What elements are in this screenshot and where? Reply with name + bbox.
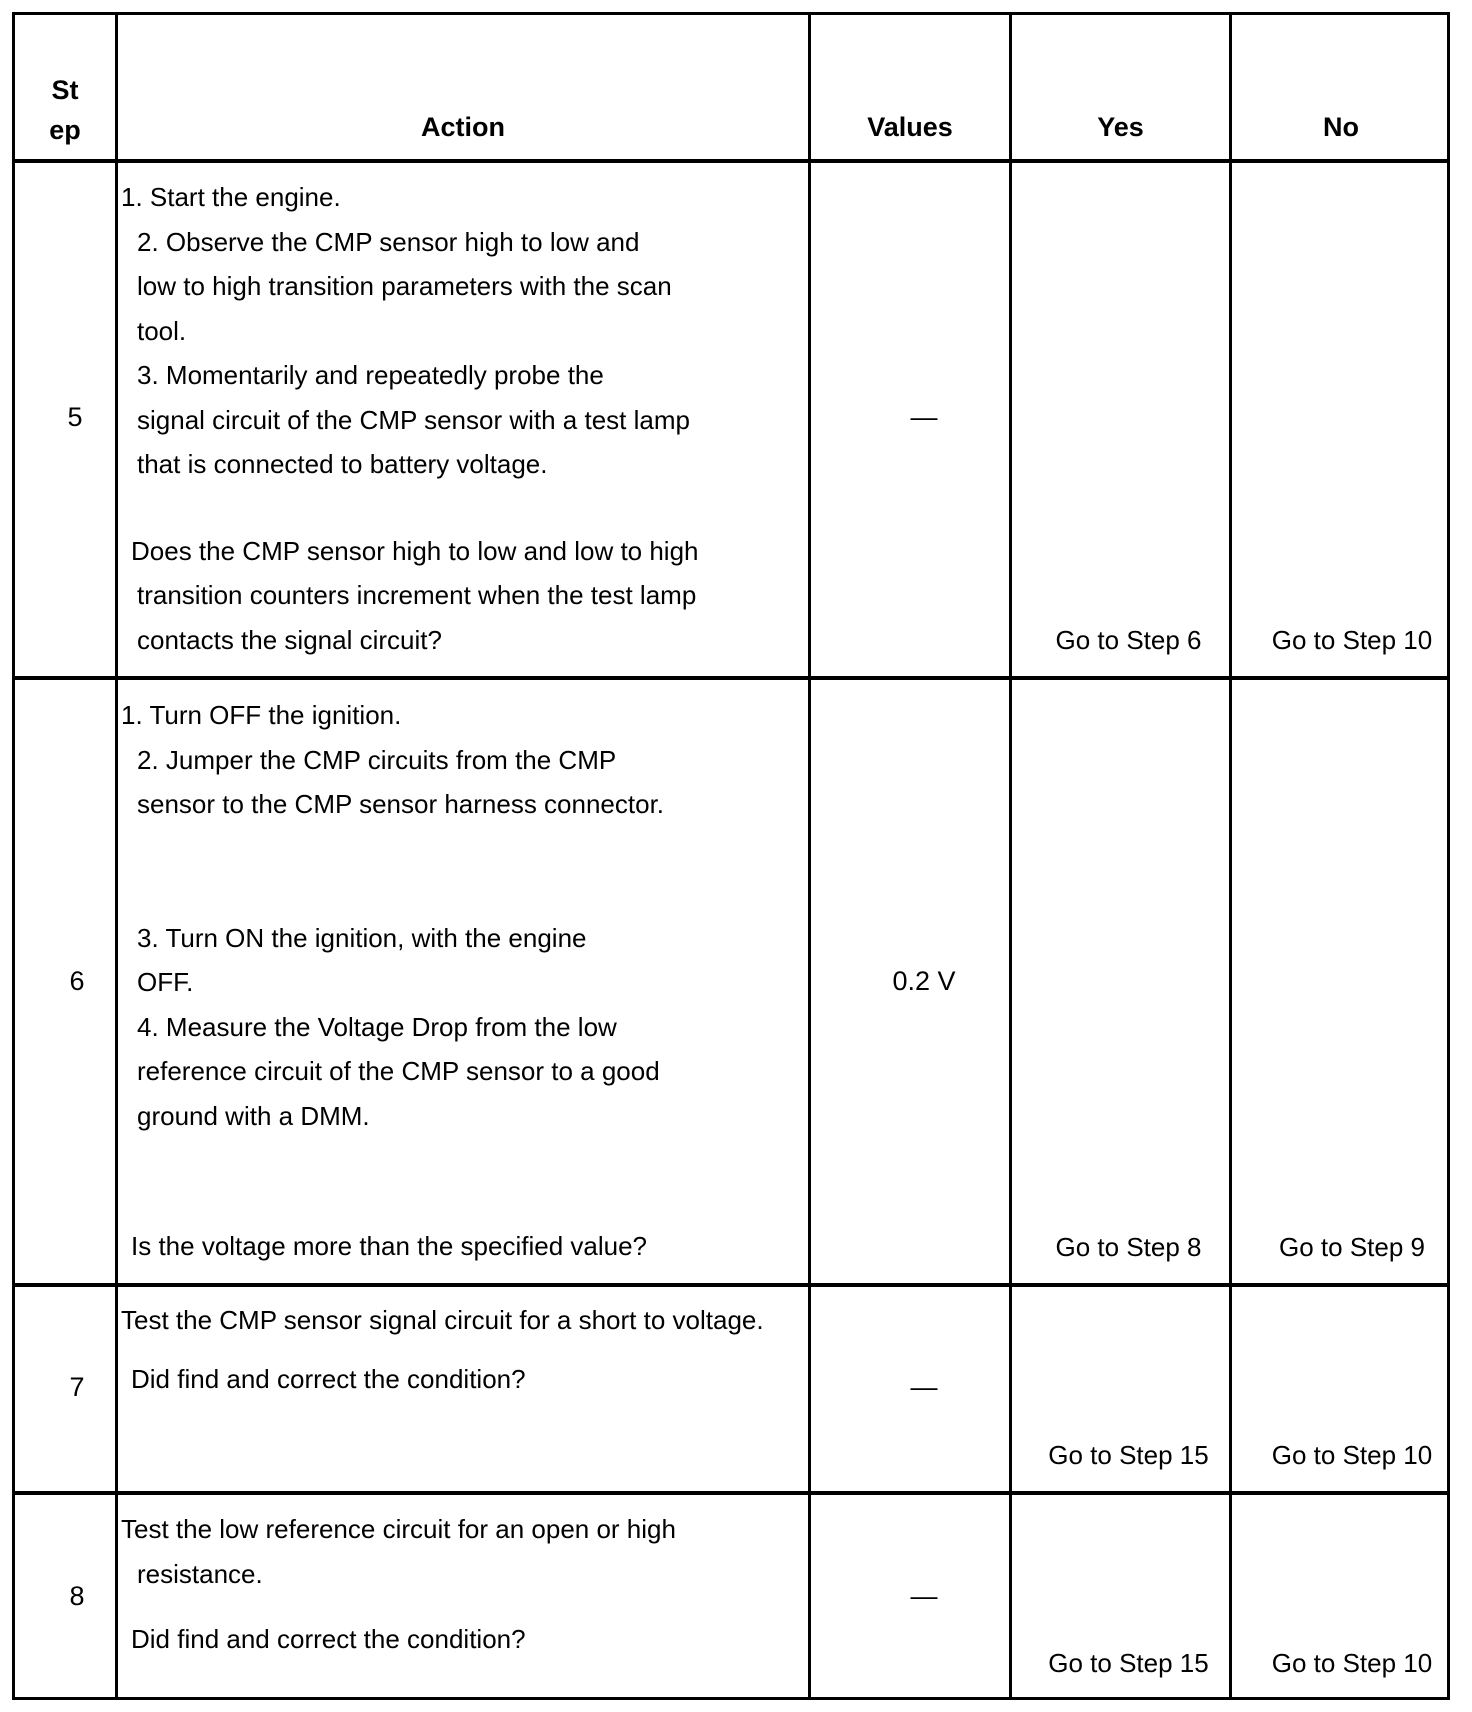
no-result: Go to Step 10 xyxy=(1271,625,1433,655)
action-line: 4. Measure the Voltage Drop from the low xyxy=(137,1011,617,1042)
diagnostic-table xyxy=(12,12,1450,1700)
yes-result: Go to Step 15 xyxy=(1048,1440,1209,1470)
action-line: Test the low reference circuit for an open or high xyxy=(121,1514,676,1544)
action-line: 2. Jumper the CMP circuits from the CMP xyxy=(137,744,617,775)
action-line: 3. Turn ON the ignition, with the engine xyxy=(137,922,587,953)
action-line: 1. Turn OFF the ignition. xyxy=(121,700,402,730)
action-line: contacts the signal circuit? xyxy=(137,624,442,655)
value-cell: 0.2 V xyxy=(892,966,956,996)
action-text xyxy=(121,1298,764,1401)
header-step xyxy=(15,70,115,150)
action-question: Is the voltage more than the specified value? xyxy=(131,1231,647,1261)
column-divider xyxy=(115,15,118,1697)
no-result: Go to Step 9 xyxy=(1279,1232,1425,1262)
header-yes: Yes xyxy=(1097,112,1144,142)
header-step-line2: ep xyxy=(49,115,81,145)
action-question: Did find and correct the condition? xyxy=(131,1363,526,1394)
step-number: 5 xyxy=(67,402,83,432)
action-line: transition counters increment when the test lamp xyxy=(137,580,697,610)
action-text xyxy=(121,1507,676,1662)
action-text xyxy=(121,693,664,1269)
no-result: Go to Step 10 xyxy=(1271,1440,1433,1470)
action-line: Test the CMP sensor signal circuit for a short to voltage. xyxy=(121,1305,764,1335)
action-line: 3. Momentarily and repeatedly probe the xyxy=(137,360,604,390)
action-text xyxy=(121,175,699,662)
action-line: low to high transition parameters with the scan xyxy=(137,271,672,301)
step-number: 8 xyxy=(69,1581,85,1611)
action-question: Does the CMP sensor high to low and low to high xyxy=(131,535,699,566)
yes-result: Go to Step 15 xyxy=(1048,1648,1209,1678)
action-line: reference circuit of the CMP sensor to a good xyxy=(137,1056,660,1086)
action-line: signal circuit of the CMP sensor with a test lamp xyxy=(137,404,690,435)
action-line: that is connected to battery voltage. xyxy=(137,449,548,479)
step-number: 6 xyxy=(69,966,85,996)
action-line: sensor to the CMP sensor harness connector. xyxy=(137,789,665,819)
action-question: Did find and correct the condition? xyxy=(131,1624,526,1654)
action-line: resistance. xyxy=(137,1558,263,1589)
yes-result: Go to Step 6 xyxy=(1055,625,1202,655)
row-divider xyxy=(15,159,1447,163)
column-divider xyxy=(808,15,811,1697)
row-divider xyxy=(15,676,1447,680)
header-values: Values xyxy=(867,112,953,142)
header-no: No xyxy=(1323,112,1359,142)
step-number: 7 xyxy=(69,1372,85,1402)
action-line: OFF. xyxy=(137,967,194,997)
action-line: 2. Observe the CMP sensor high to low and xyxy=(137,226,640,257)
value-cell: — xyxy=(910,1372,938,1402)
row-divider xyxy=(15,1491,1447,1495)
action-line: ground with a DMM. xyxy=(137,1100,370,1131)
yes-result: Go to Step 8 xyxy=(1055,1232,1202,1262)
header-action: Action xyxy=(421,112,505,142)
header-step-line1: St xyxy=(51,75,79,105)
no-result: Go to Step 10 xyxy=(1271,1648,1433,1678)
action-line: 1. Start the engine. xyxy=(121,182,341,212)
value-cell: — xyxy=(910,402,938,432)
value-cell: — xyxy=(910,1581,938,1611)
action-line: tool. xyxy=(137,315,187,346)
row-divider xyxy=(15,1283,1447,1287)
